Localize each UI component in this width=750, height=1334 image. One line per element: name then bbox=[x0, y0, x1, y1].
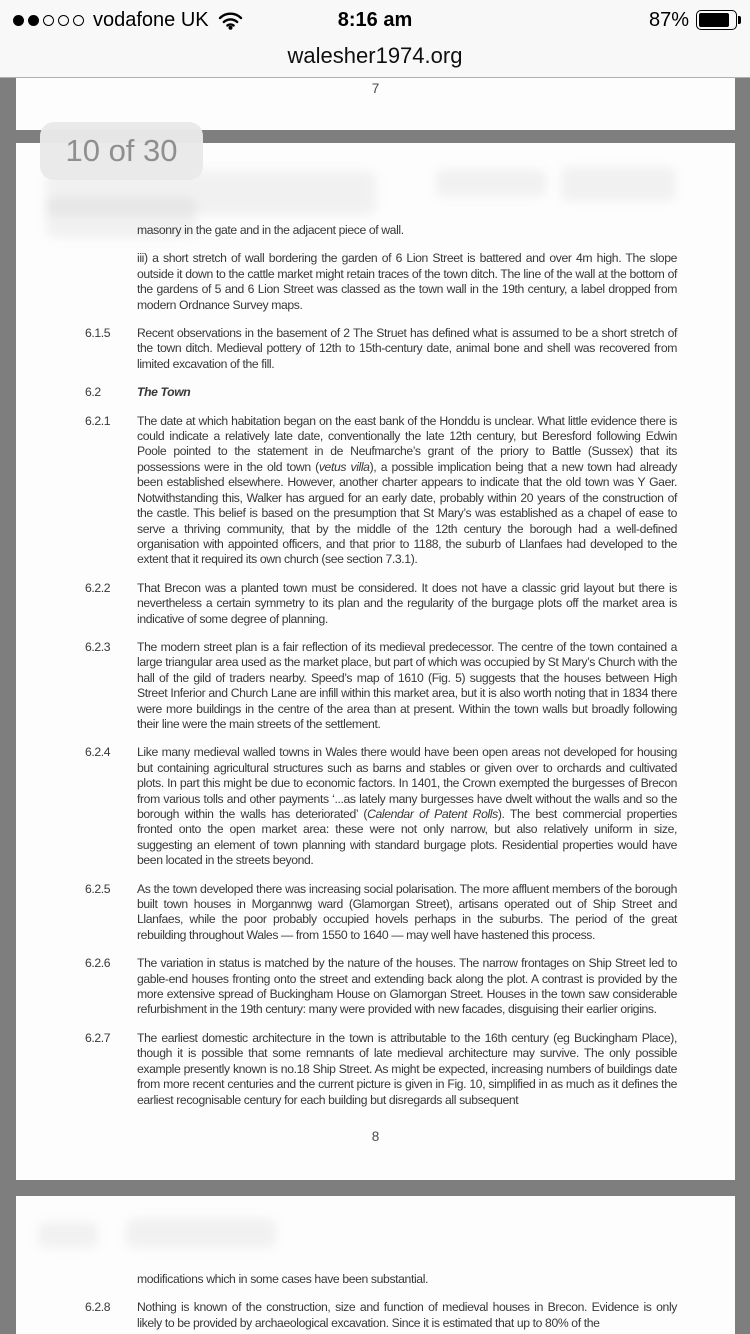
section-number: 6.2.8 bbox=[85, 1300, 111, 1315]
clock-label: 8:16 am bbox=[337, 8, 413, 31]
doc-paragraph bbox=[85, 326, 685, 372]
url-bar[interactable] bbox=[0, 40, 750, 78]
paragraph-text: Recent observations in the basement of 2 The Struet has defined what is assumed to be a short stretch of the town ditch. Medieval pottery of 12th to 15th-century date, animal bone and shell was recovered from limited excavation of the fill. bbox=[137, 326, 677, 371]
battery-nub-icon bbox=[738, 16, 741, 24]
document-text bbox=[85, 1272, 685, 1334]
section-number: 6.2.5 bbox=[85, 881, 111, 896]
status-bar bbox=[0, 0, 750, 40]
doc-paragraph bbox=[85, 223, 685, 238]
continuation-line: modifications which in some cases have been substantial. bbox=[137, 1272, 429, 1286]
battery-percent-label: 87% bbox=[648, 8, 689, 31]
doc-paragraph bbox=[85, 1272, 685, 1287]
paragraph-text: Like many medieval walled towns in Wales there would have been open areas not developed for housing but containing agricultural structures such as barns and stables or given over to orchards and cultivated plots. In part this might be due to economic factors. In 1401, the Crown exempted the burgesses of Brecon from various tolls and other payments ‘...as lately many burgesses have dwelt without the walls and so the borough within the walls has deteriorated’ (Calendar of Patent Rolls). The best commercial properties fronted onto the open market area: these were not only narrow, but also relatively uniform in size, suggesting an element of town planning with standard burgage plots. Residential properties would have been located in the streets beyond. bbox=[137, 745, 677, 868]
doc-paragraph bbox=[85, 1300, 685, 1331]
paragraph-text: That Brecon was a planted town must be considered. It does not have a classic grid layout but there is nevertheless a certain symmetry to its plan and the regularity of the burgage plots off the market area is indicative of some degree of planning. bbox=[137, 580, 677, 626]
doc-paragraph bbox=[85, 581, 685, 627]
page-indicator-badge: 10 of 30 bbox=[40, 122, 203, 180]
paragraph-text: iii) a short stretch of wall bordering the garden of 6 Lion Street is battered and over 4m high. The slope outside it down to the cattle market might retain traces of the town ditch. The line of the wall at the bottom of the gardens of 5 and 6 Lion Street was classed as the town wall in the 19th century, a label dropped from modern Ordnance Survey maps. bbox=[137, 251, 677, 312]
page-8-footer-number: 8 bbox=[371, 1129, 380, 1144]
paragraph-text: The modern street plan is a fair reflection of its medieval predecessor. The centre of the town contained a large triangular area used as the market place, but part of which was occupied by St Mary’s Church with the hall of the gild of traders nearby. Speed’s map of 1610 (Fig. 5) suggests that the houses between High Street Inferior and Church Lane are infill within this market area, but it is also worth noting that in 1834 there were more buildings in the centre of the area than at present. Within the town walls but broadly following their line were the main streets of the settlement. bbox=[137, 639, 677, 731]
paragraph-text: As the town developed there was increasing social polarisation. The more affluent members of the borough built town houses in Morgannwg ward (Glamorgan Street), artisans operated out of Ship Street and Llanfaes, while the poor probably occupied hovels perhaps in the suburbs. The period of the great rebuilding throughout Wales — from 1550 to 1640 — may well have hastened this process. bbox=[137, 881, 677, 942]
section-number: 6.2.2 bbox=[85, 580, 111, 595]
doc-paragraph bbox=[85, 882, 685, 944]
scan-artifact bbox=[436, 169, 546, 197]
pdf-page-9 bbox=[16, 1196, 735, 1334]
scan-artifact bbox=[38, 1222, 98, 1248]
paragraph-text: The earliest domestic architecture in the town is attributable to the 16th century (eg Buckingham Place), though it is possible that some remnants of late medieval architecture may survive. The only possible example presently known is no.18 Ship Street. As might be expected, increasing numbers of buildings date from more recent centuries and the current picture is given in Fig. 10, simplified in as much as it defines the earliest recognisable century for each building but disregards all subsequent bbox=[137, 1030, 677, 1107]
doc-paragraph bbox=[85, 956, 685, 1018]
doc-paragraph bbox=[85, 414, 685, 568]
doc-paragraph bbox=[85, 640, 685, 732]
section-number: 6.2.1 bbox=[85, 413, 111, 428]
section-number: 6.2.6 bbox=[85, 956, 111, 971]
url-text[interactable]: walesher1974.org bbox=[287, 43, 463, 68]
doc-paragraph bbox=[85, 251, 685, 313]
paragraph-text: The variation in status is matched by the nature of the houses. The narrow frontages on Ship Street led to gable-end houses fronting onto the street and extending back along the plot. A contrast is provided by the more extensive spread of Buckingham House on Glamorgan Street. Houses in the town saw considerable refurbishment in the 19th century: many were provided with new facades, disguising their earlier origins. bbox=[137, 956, 677, 1017]
doc-paragraph bbox=[85, 745, 685, 868]
battery-icon bbox=[696, 10, 737, 30]
document-text bbox=[85, 223, 685, 1121]
scan-artifact bbox=[561, 167, 676, 201]
section-number: 6.2.4 bbox=[85, 745, 111, 760]
paragraph-text: Nothing is known of the construction, size and function of medieval houses in Brecon. Evidence is only likely to be provided by archaeological excavation. Since it is estimated that up to 80% of the bbox=[137, 1300, 677, 1330]
doc-paragraph bbox=[85, 1031, 685, 1108]
section-number: 6.2.3 bbox=[85, 639, 111, 654]
paragraph-text: The date at which habitation began on the east bank of the Honddu is unclear. What little evidence there is could indicate a relatively late date, conventionally the late 12th century, but Beresford following Edwin Poole pointed to the statement in de Neufmarche’s grant of the priory to Battle (Sussex) that its possessions were in the old town (vetus villa), a possible implication being that a new town had already been established elsewhere. However, another charter appears to indicate that the old town was Y Gaer. Notwithstanding this, Walker has argued for an early date, probably within 20 years of the construction of the castle. This belief is based on the presumption that St Mary’s was established as a chapel of ease to serve a thriving community, that by the middle of the 12th century the borough had a well-defined organisation with appointed officers, and that prior to 1188, the suburb of Llanfaes had developed to the extent that it required its own church (see section 7.3.1). bbox=[137, 413, 677, 567]
section-heading: The Town bbox=[137, 385, 191, 400]
scan-artifact bbox=[126, 1218, 276, 1248]
section-number: 6.2 bbox=[85, 385, 101, 400]
continuation-line: masonry in the gate and in the adjacent piece of wall. bbox=[137, 223, 404, 237]
pdf-page-8 bbox=[16, 143, 735, 1180]
doc-heading-row bbox=[85, 385, 685, 400]
carrier-label: vodafone UK bbox=[93, 8, 209, 31]
section-number: 6.2.7 bbox=[85, 1030, 111, 1045]
page-7-footer-number: 7 bbox=[371, 81, 380, 96]
pdf-scroll-area[interactable] bbox=[0, 78, 750, 1334]
section-number: 6.1.5 bbox=[85, 326, 111, 341]
